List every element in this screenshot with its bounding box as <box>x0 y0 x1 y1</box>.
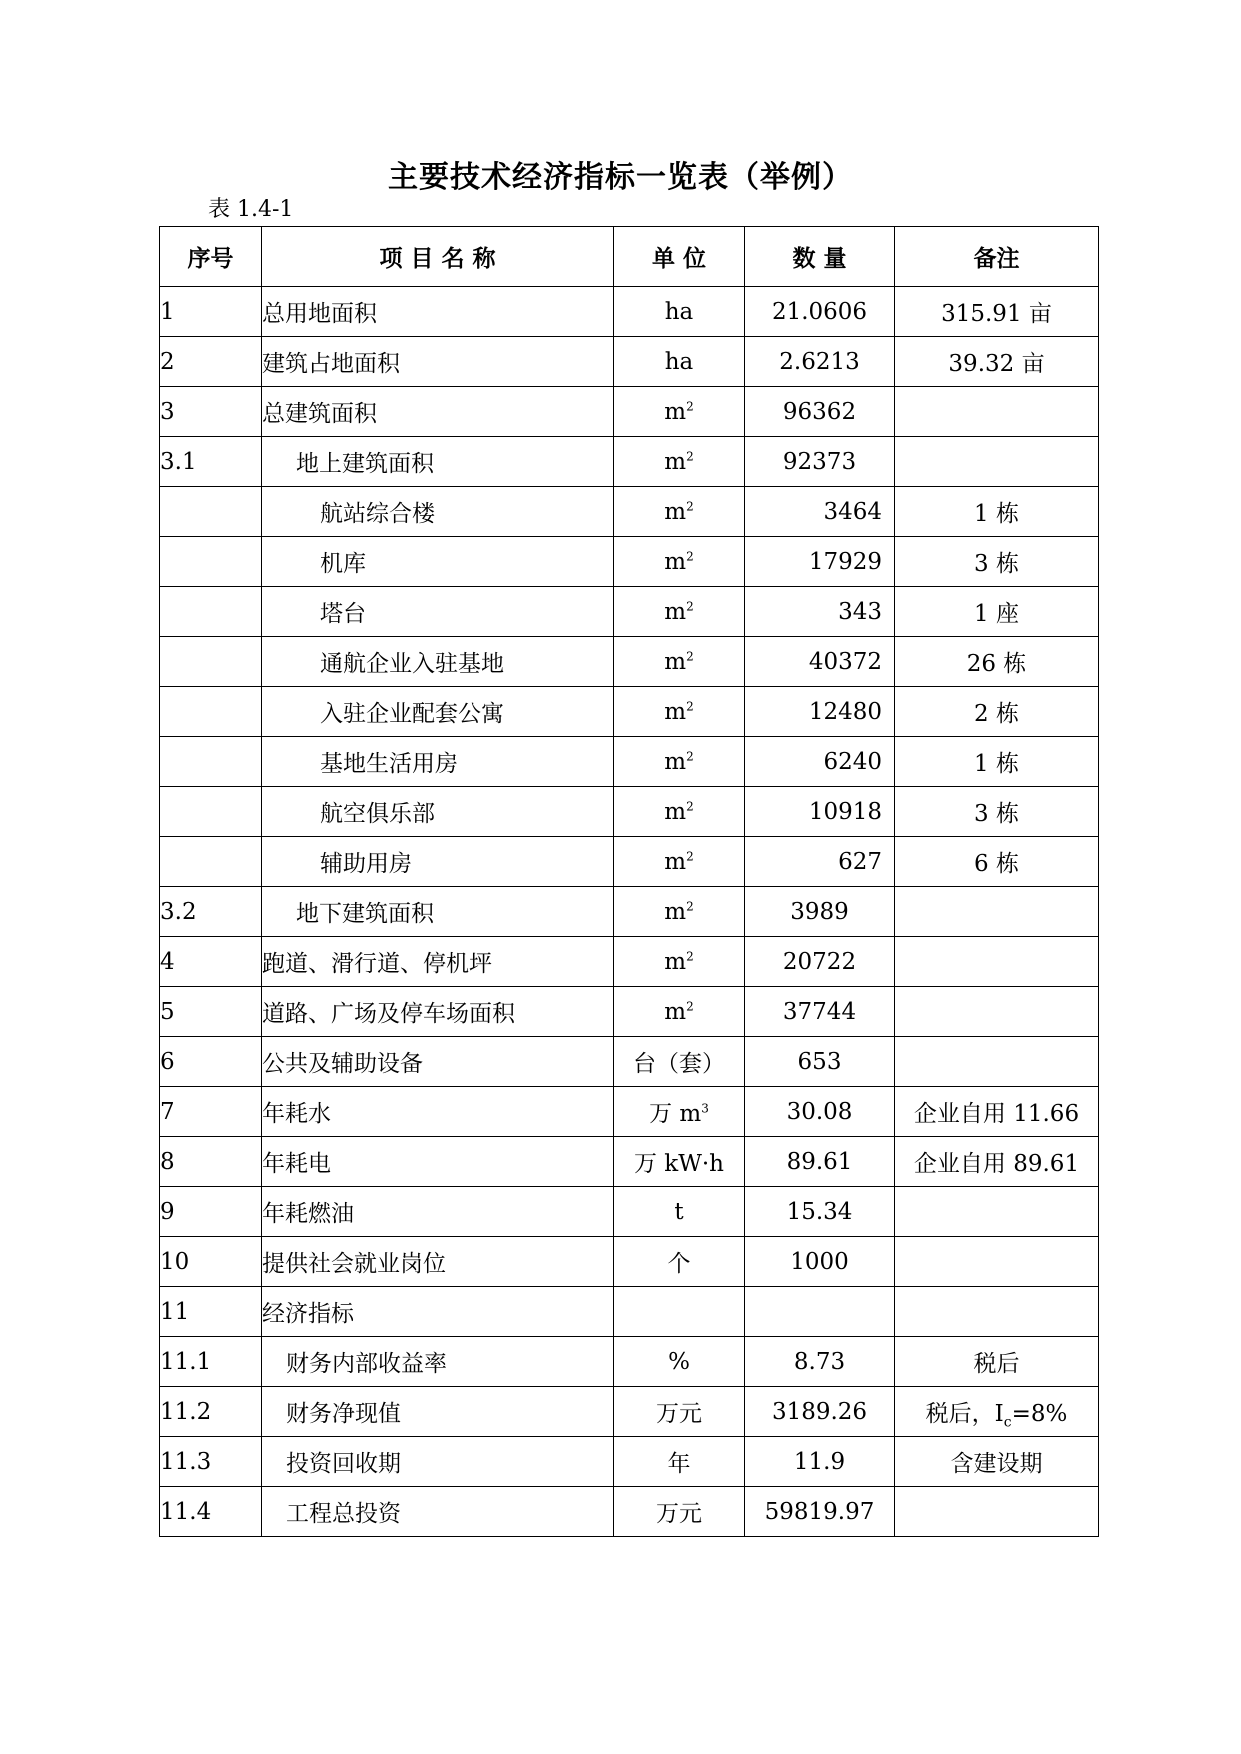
table-header-row <box>160 227 1099 287</box>
row-name: 年耗电 <box>262 1137 614 1187</box>
row-name: 地下建筑面积 <box>262 887 614 937</box>
row-seq <box>160 687 262 737</box>
row-name: 总建筑面积 <box>262 387 614 437</box>
row-unit <box>614 1037 745 1087</box>
row-note <box>895 837 1099 887</box>
row-seq: 3 <box>160 387 262 437</box>
row-unit-text: m <box>664 748 687 775</box>
row-unit <box>614 737 745 787</box>
row-seq: 2 <box>160 337 262 387</box>
row-unit-text: m <box>664 898 687 925</box>
row-seq <box>160 837 262 887</box>
row-note <box>895 987 1099 1037</box>
header-qty: 数 量 <box>745 227 895 287</box>
row-unit-superscript: 2 <box>686 698 694 713</box>
row-qty: 3989 <box>745 887 895 937</box>
row-note-text: 3 栋 <box>974 551 1019 577</box>
row-name: 年耗水 <box>262 1087 614 1137</box>
row-seq <box>160 737 262 787</box>
row-unit <box>614 637 745 687</box>
row-unit-superscript: 2 <box>686 748 694 763</box>
table-row <box>160 987 1099 1037</box>
row-unit <box>614 1337 745 1387</box>
row-name: 工程总投资 <box>262 1487 614 1537</box>
row-unit-text: 万元 <box>656 1501 702 1527</box>
row-note <box>895 1137 1099 1187</box>
row-unit-text: m <box>664 598 687 625</box>
row-name: 基地生活用房 <box>262 737 614 787</box>
row-seq <box>160 637 262 687</box>
row-note <box>895 887 1099 937</box>
row-unit-text: m <box>664 848 687 875</box>
row-unit-text: m <box>664 548 687 575</box>
row-unit-superscript: 2 <box>686 948 694 963</box>
row-note-text: 税后，I <box>925 1401 1004 1427</box>
row-seq: 5 <box>160 987 262 1037</box>
row-note <box>895 1487 1099 1537</box>
row-name: 道路、广场及停车场面积 <box>262 987 614 1037</box>
row-unit-superscript: 2 <box>686 398 694 413</box>
row-name: 通航企业入驻基地 <box>262 637 614 687</box>
row-note <box>895 287 1099 337</box>
header-seq: 序号 <box>160 227 262 287</box>
row-note-text: 税后 <box>973 1351 1020 1377</box>
table-row <box>160 487 1099 537</box>
row-seq: 11.1 <box>160 1337 262 1387</box>
row-unit-superscript: 2 <box>686 548 694 563</box>
row-note <box>895 487 1099 537</box>
table-row <box>160 1237 1099 1287</box>
row-name: 辅助用房 <box>262 837 614 887</box>
table-row <box>160 1487 1099 1537</box>
table-row <box>160 537 1099 587</box>
row-note-text: 3 栋 <box>974 801 1019 827</box>
table-row <box>160 387 1099 437</box>
row-unit-superscript: 2 <box>686 498 694 513</box>
row-unit-superscript: 2 <box>686 648 694 663</box>
row-qty: 12480 <box>745 687 895 737</box>
row-unit-superscript: 2 <box>686 998 694 1013</box>
row-unit <box>614 1137 745 1187</box>
row-unit-text: m <box>664 398 687 425</box>
table-row <box>160 937 1099 987</box>
row-qty: 6240 <box>745 737 895 787</box>
row-seq: 4 <box>160 937 262 987</box>
row-note <box>895 637 1099 687</box>
row-note-tail: =8% <box>1011 1401 1068 1427</box>
row-note <box>895 1037 1099 1087</box>
row-qty: 92373 <box>745 437 895 487</box>
row-name: 提供社会就业岗位 <box>262 1237 614 1287</box>
row-seq: 3.1 <box>160 437 262 487</box>
row-name: 地上建筑面积 <box>262 437 614 487</box>
row-qty: 1000 <box>745 1237 895 1287</box>
row-unit-superscript: 2 <box>686 598 694 613</box>
row-qty: 2.6213 <box>745 337 895 387</box>
row-unit-superscript: 2 <box>686 448 694 463</box>
row-note <box>895 687 1099 737</box>
row-unit <box>614 937 745 987</box>
table-row <box>160 687 1099 737</box>
row-unit-text: m <box>664 498 687 525</box>
row-unit-text: m <box>664 648 687 675</box>
row-seq: 10 <box>160 1237 262 1287</box>
row-name: 航站综合楼 <box>262 487 614 537</box>
row-note-text: 1 栋 <box>974 501 1019 527</box>
row-name: 入驻企业配套公寓 <box>262 687 614 737</box>
row-unit-text: m <box>664 998 687 1025</box>
row-unit-text: 万 kW·h <box>633 1151 724 1177</box>
row-name: 财务净现值 <box>262 1387 614 1437</box>
row-note-text: 企业自用 89.61 <box>913 1151 1080 1177</box>
row-unit-text: 个 <box>667 1251 691 1277</box>
row-unit-text: t <box>674 1198 684 1225</box>
row-seq <box>160 487 262 537</box>
row-unit <box>614 287 745 337</box>
row-note <box>895 937 1099 987</box>
row-note-text: 1 栋 <box>974 751 1019 777</box>
row-unit <box>614 1237 745 1287</box>
row-unit-superscript: 2 <box>686 798 694 813</box>
row-name: 航空俱乐部 <box>262 787 614 837</box>
row-unit-text: ha <box>664 298 694 325</box>
table-caption: 表 1.4-1 <box>208 197 294 222</box>
row-name: 公共及辅助设备 <box>262 1037 614 1087</box>
row-qty: 37744 <box>745 987 895 1037</box>
row-unit <box>614 787 745 837</box>
row-unit-text: m <box>664 948 687 975</box>
row-seq: 9 <box>160 1187 262 1237</box>
row-note-text: 6 栋 <box>974 851 1019 877</box>
row-name: 投资回收期 <box>262 1437 614 1487</box>
row-qty <box>745 1287 895 1337</box>
row-qty: 30.08 <box>745 1087 895 1137</box>
table-row <box>160 837 1099 887</box>
row-unit-text: 台（套） <box>633 1051 725 1077</box>
row-unit <box>614 987 745 1037</box>
row-qty: 59819.97 <box>745 1487 895 1537</box>
row-qty: 653 <box>745 1037 895 1087</box>
row-unit-text: m <box>664 448 687 475</box>
row-seq <box>160 587 262 637</box>
table-row <box>160 637 1099 687</box>
row-unit <box>614 1087 745 1137</box>
row-seq: 11.2 <box>160 1387 262 1437</box>
table-row <box>160 737 1099 787</box>
row-unit <box>614 1287 745 1337</box>
row-seq: 11.4 <box>160 1487 262 1537</box>
row-note-text: 1 座 <box>974 601 1019 627</box>
row-unit-text: 年 <box>667 1451 691 1477</box>
row-note-text: 2 栋 <box>974 701 1019 727</box>
row-unit <box>614 587 745 637</box>
table-row <box>160 1337 1099 1387</box>
row-name: 跑道、滑行道、停机坪 <box>262 937 614 987</box>
table-row <box>160 1087 1099 1137</box>
row-note <box>895 787 1099 837</box>
header-unit: 单 位 <box>614 227 745 287</box>
table-row <box>160 1387 1099 1437</box>
row-seq: 7 <box>160 1087 262 1137</box>
indicator-table <box>159 226 1099 1537</box>
row-qty: 15.34 <box>745 1187 895 1237</box>
row-name: 经济指标 <box>262 1287 614 1337</box>
row-note <box>895 1387 1099 1437</box>
row-qty: 3464 <box>745 487 895 537</box>
row-qty: 10918 <box>745 787 895 837</box>
header-note: 备注 <box>895 227 1099 287</box>
row-qty: 40372 <box>745 637 895 687</box>
row-note <box>895 1087 1099 1137</box>
document-title: 主要技术经济指标一览表（举例） <box>388 160 853 195</box>
row-note <box>895 737 1099 787</box>
table-row <box>160 787 1099 837</box>
row-seq: 6 <box>160 1037 262 1087</box>
row-unit <box>614 387 745 437</box>
row-unit <box>614 687 745 737</box>
row-name: 机库 <box>262 537 614 587</box>
row-seq <box>160 537 262 587</box>
row-unit-superscript: 2 <box>686 848 694 863</box>
row-unit-text: 万元 <box>656 1401 702 1427</box>
row-unit-text: m <box>664 798 687 825</box>
row-unit-text: ha <box>664 348 694 375</box>
row-unit <box>614 837 745 887</box>
row-unit-text: m <box>664 698 687 725</box>
row-qty: 3189.26 <box>745 1387 895 1437</box>
row-unit <box>614 437 745 487</box>
row-note-text: 315.91 亩 <box>941 301 1052 327</box>
row-qty: 21.0606 <box>745 287 895 337</box>
table-row <box>160 1437 1099 1487</box>
row-seq: 11.3 <box>160 1437 262 1487</box>
row-seq: 3.2 <box>160 887 262 937</box>
row-note <box>895 1187 1099 1237</box>
table-row <box>160 1037 1099 1087</box>
row-name: 建筑占地面积 <box>262 337 614 387</box>
row-note <box>895 1287 1099 1337</box>
row-name: 塔台 <box>262 587 614 637</box>
table-row <box>160 1137 1099 1187</box>
row-note-text: 企业自用 11.66 <box>913 1101 1080 1127</box>
table-row <box>160 587 1099 637</box>
row-qty: 17929 <box>745 537 895 587</box>
table-row <box>160 287 1099 337</box>
row-note-text: 39.32 亩 <box>948 351 1045 377</box>
row-qty: 89.61 <box>745 1137 895 1187</box>
row-unit-superscript: 2 <box>686 898 694 913</box>
row-note <box>895 1237 1099 1287</box>
row-unit <box>614 1387 745 1437</box>
row-unit-text: % <box>668 1348 690 1375</box>
row-note-subscript: c <box>1003 1414 1012 1431</box>
row-unit-text: 万 m <box>649 1101 702 1127</box>
row-qty: 8.73 <box>745 1337 895 1387</box>
row-note <box>895 537 1099 587</box>
row-note <box>895 587 1099 637</box>
row-note <box>895 437 1099 487</box>
row-name: 财务内部收益率 <box>262 1337 614 1387</box>
row-qty: 627 <box>745 837 895 887</box>
row-unit-superscript: 3 <box>701 1101 709 1116</box>
row-seq: 11 <box>160 1287 262 1337</box>
row-note <box>895 1437 1099 1487</box>
row-note-text: 含建设期 <box>950 1451 1043 1477</box>
table-row <box>160 1287 1099 1337</box>
row-note-text: 26 栋 <box>966 651 1027 677</box>
row-qty: 11.9 <box>745 1437 895 1487</box>
row-unit <box>614 1187 745 1237</box>
row-seq: 1 <box>160 287 262 337</box>
row-unit <box>614 1487 745 1537</box>
row-note <box>895 387 1099 437</box>
table-row <box>160 437 1099 487</box>
row-unit <box>614 337 745 387</box>
row-seq <box>160 787 262 837</box>
row-unit <box>614 1437 745 1487</box>
row-unit <box>614 537 745 587</box>
row-qty: 20722 <box>745 937 895 987</box>
row-name: 年耗燃油 <box>262 1187 614 1237</box>
row-qty: 96362 <box>745 387 895 437</box>
row-seq: 8 <box>160 1137 262 1187</box>
table-row <box>160 887 1099 937</box>
row-note <box>895 337 1099 387</box>
table-row <box>160 1187 1099 1237</box>
row-qty: 343 <box>745 587 895 637</box>
header-name: 项 目 名 称 <box>262 227 614 287</box>
row-unit <box>614 487 745 537</box>
table-row <box>160 337 1099 387</box>
row-name: 总用地面积 <box>262 287 614 337</box>
row-unit <box>614 887 745 937</box>
row-note <box>895 1337 1099 1387</box>
